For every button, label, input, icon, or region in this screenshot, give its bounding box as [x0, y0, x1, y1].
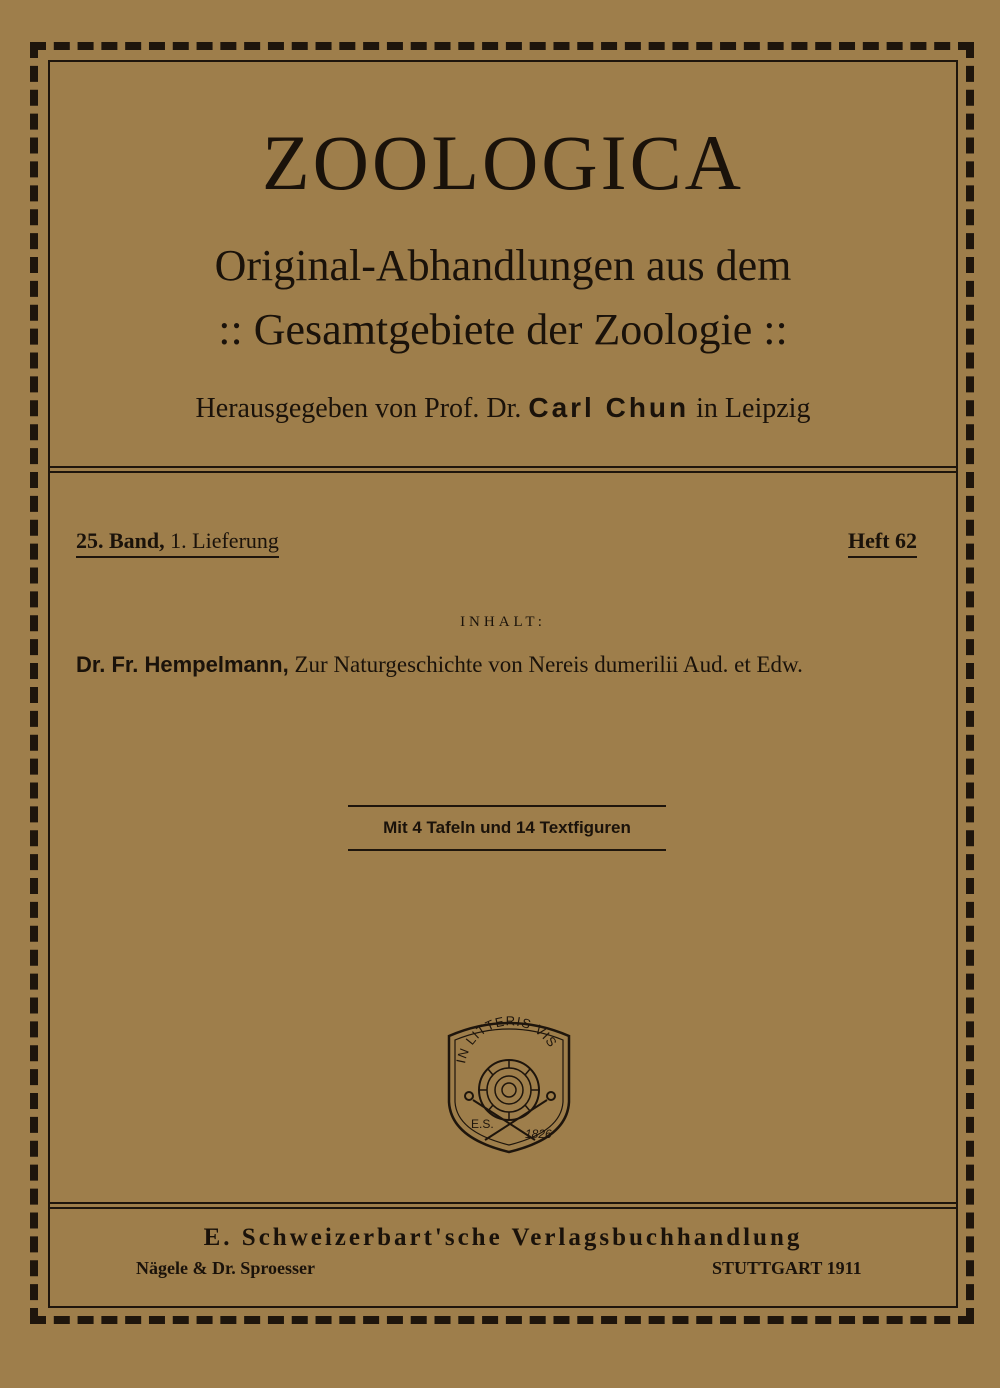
volume-info: [76, 528, 279, 558]
seal-year: 1826: [525, 1127, 552, 1141]
delivery-number: 1. Lieferung: [170, 528, 279, 553]
header-divider-top: [48, 466, 958, 468]
place-and-year: STUTTGART 1911: [712, 1258, 862, 1278]
editor-suffix: in Leipzig: [696, 393, 811, 424]
publisher-name: E. Schweizerbart'sche Verlagsbuchhandlung: [203, 1224, 803, 1251]
volume-number: 25. Band,: [76, 528, 165, 553]
header-divider-bottom: [48, 471, 958, 473]
subtitle-line-2: :: Gesamtgebiete der Zoologie ::: [218, 305, 788, 354]
contents-entry: [76, 652, 803, 678]
plates-rule-top: [348, 805, 666, 807]
journal-title: ZOOLOGICA: [262, 119, 744, 206]
contents-label: INHALT:: [460, 614, 546, 630]
editor-prefix: Herausgegeben von Prof. Dr.: [195, 393, 522, 424]
seal-initials: E.S.: [471, 1117, 494, 1131]
svg-text:IN LITTERIS VIS: [453, 1014, 560, 1065]
editor-line: [48, 392, 958, 425]
publisher-owners: Nägele & Dr. Sproesser: [136, 1258, 315, 1278]
publisher-seal-emblem: [443, 1014, 575, 1154]
subtitle-line-1: Original-Abhandlungen aus dem: [214, 241, 792, 290]
article-title: Zur Naturgeschichte von Nereis dumerilii Aud. et Edw.: [294, 652, 803, 677]
article-author: Dr. Fr. Hempelmann,: [76, 652, 289, 677]
seal-motto: IN LITTERIS VIS: [453, 1014, 561, 1065]
plates-note: Mit 4 Tafeln und 14 Textfiguren: [383, 818, 631, 837]
footer-divider-bottom: [48, 1207, 958, 1209]
footer-divider-top: [48, 1202, 958, 1204]
editor-name: Carl Chun: [528, 392, 690, 423]
plates-rule-bottom: [348, 849, 666, 851]
heft-number: Heft 62: [848, 528, 917, 558]
